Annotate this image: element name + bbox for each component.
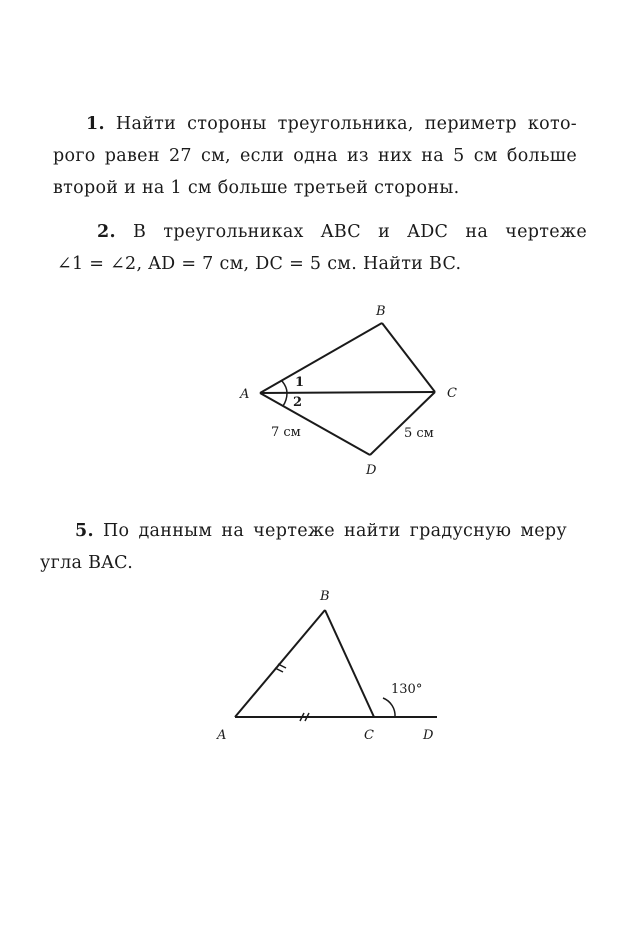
side-label-dc: 5 см	[404, 426, 434, 441]
figure-2-label-c: C	[364, 728, 374, 743]
exterior-angle-label: 130°	[391, 682, 423, 697]
exterior-angle-arc	[383, 698, 395, 717]
figure-1-label-c: C	[447, 386, 457, 401]
problem-1-line-1: Найти стороны треугольника, периметр кото-	[115, 114, 577, 134]
figure-2-label-b: B	[320, 589, 330, 604]
segment-bc	[325, 610, 374, 717]
problem-2-number: 2.	[97, 222, 116, 242]
figure-1-label-a: A	[240, 387, 250, 402]
segment-ab	[235, 610, 325, 717]
figure-2-label-d: D	[423, 728, 434, 743]
figure-2-label-a: A	[217, 728, 227, 743]
angle-arc-2	[283, 393, 287, 406]
problem-5-line-2: угла BAC.	[40, 553, 134, 573]
figure-triangle-abc	[235, 610, 437, 721]
problem-1-number: 1.	[86, 114, 105, 134]
angle-arc-1	[282, 381, 287, 393]
segment-ab	[260, 323, 382, 393]
problem-2-line-2: ∠1 = ∠2, AD = 7 см, DC = 5 см. Найти BC.	[57, 254, 462, 274]
problem-1-line-3: второй и на 1 см больше третьей стороны.	[53, 178, 460, 198]
problem-1-line-2: рого равен 27 см, если одна из них на 5 см больше	[53, 146, 577, 166]
problem-5-number: 5.	[75, 521, 94, 541]
figure-1-label-d: D	[366, 463, 377, 478]
tick-mark-ab-1	[275, 668, 283, 672]
figure-1-label-b: B	[376, 304, 386, 319]
segment-bc	[382, 323, 435, 392]
problem-5-line-1: По данным на чертеже найти градусную меру	[102, 521, 567, 541]
segment-ad	[260, 393, 370, 455]
side-label-ad: 7 см	[271, 425, 301, 440]
segment-dc	[370, 392, 435, 455]
angle-label-2: 2	[293, 395, 303, 410]
problem-2-line-1: В треугольниках ABC и ADC на чертеже	[133, 222, 587, 242]
angle-label-1: 1	[295, 375, 305, 390]
